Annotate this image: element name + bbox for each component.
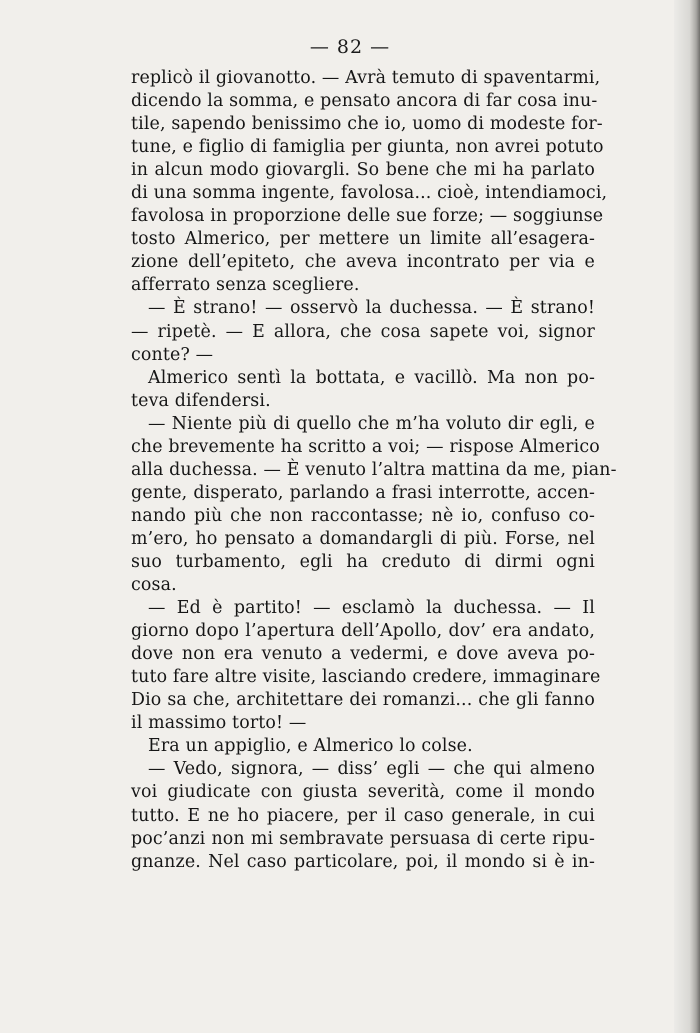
text-line: — ripetè. — E allora, che cosa sapete voi, signor: [131, 321, 595, 342]
text-line: tutto. E ne ho piacere, per il caso generale, in cui: [131, 805, 595, 826]
text-line: favolosa in proporzione delle sue forze; — soggiunse: [131, 206, 604, 227]
text-line: tile, sapendo benissimo che io, uomo di modeste for-: [131, 114, 603, 135]
text-line: — Ed è partito! — esclamò la duchessa. — Il: [148, 598, 595, 619]
text-line: tune, e figlio di famiglia per giunta, non avrei potuto: [131, 137, 604, 158]
text-line: — Niente più di quello che m’ha voluto dir egli, e: [148, 413, 595, 434]
text-line: — Vedo, signora, — diss’ egli — che qui almeno: [148, 759, 595, 780]
text-line: gente, disperato, parlando a frasi interrotte, accen-: [131, 482, 595, 503]
text-line: tuto fare altre visite, lasciando credere, immaginare: [131, 667, 601, 688]
text-line: dove non era venuto a vedermi, e dove aveva po-: [131, 644, 595, 665]
page-number: — 82 —: [309, 36, 391, 58]
text-line: tosto Almerico, per mettere un limite all’esagera-: [131, 229, 595, 250]
text-line: dicendo la somma, e pensato ancora di far cosa inu-: [131, 91, 598, 112]
text-line: afferrato senza scegliere.: [131, 275, 360, 296]
text-line: di una somma ingente, favolosa... cioè, intendiamoci,: [131, 183, 608, 204]
text-line: giorno dopo l’apertura dell’Apollo, dov’ era andato,: [131, 621, 595, 642]
text-line: m’ero, ho pensato a domandargli di più. Forse, nel: [131, 528, 595, 549]
text-line: poc’anzi non mi sembravate persuasa di certe ripu-: [131, 828, 595, 849]
page-edge-shadow: [674, 0, 700, 1033]
text-line: gnanze. Nel caso particolare, poi, il mondo si è in-: [131, 851, 595, 872]
text-line: teva difendersi.: [131, 390, 271, 411]
body-text: [131, 67, 617, 874]
text-line: cosa.: [131, 575, 177, 596]
text-line: nando più che non raccontasse; nè io, confuso co-: [131, 505, 595, 526]
text-line: zione dell’epiteto, che aveva incontrato per via e: [131, 252, 595, 273]
text-line: Almerico sentì la bottata, e vacillò. Ma non po-: [148, 367, 595, 388]
text-line: Dio sa che, architettare dei romanzi... che gli fanno: [131, 690, 595, 711]
text-line: voi giudicate con giusta severità, come il mondo: [131, 782, 595, 803]
text-line: Era un appiglio, e Almerico lo colse.: [148, 736, 473, 757]
text-line: alla duchessa. — È venuto l’altra mattina da me, pian-: [131, 459, 617, 480]
text-line: che brevemente ha scritto a voi; — rispose Almerico: [131, 436, 600, 457]
text-line: conte? —: [131, 344, 214, 365]
text-line: in alcun modo giovargli. So bene che mi ha parlato: [131, 160, 595, 181]
text-line: — È strano! — osservò la duchessa. — È strano!: [148, 298, 595, 319]
text-line: suo turbamento, egli ha creduto di dirmi ogni: [131, 551, 595, 572]
text-line: replicò il giovanotto. — Avrà temuto di spaventarmi,: [131, 68, 601, 88]
text-line: il massimo torto! —: [131, 713, 307, 734]
